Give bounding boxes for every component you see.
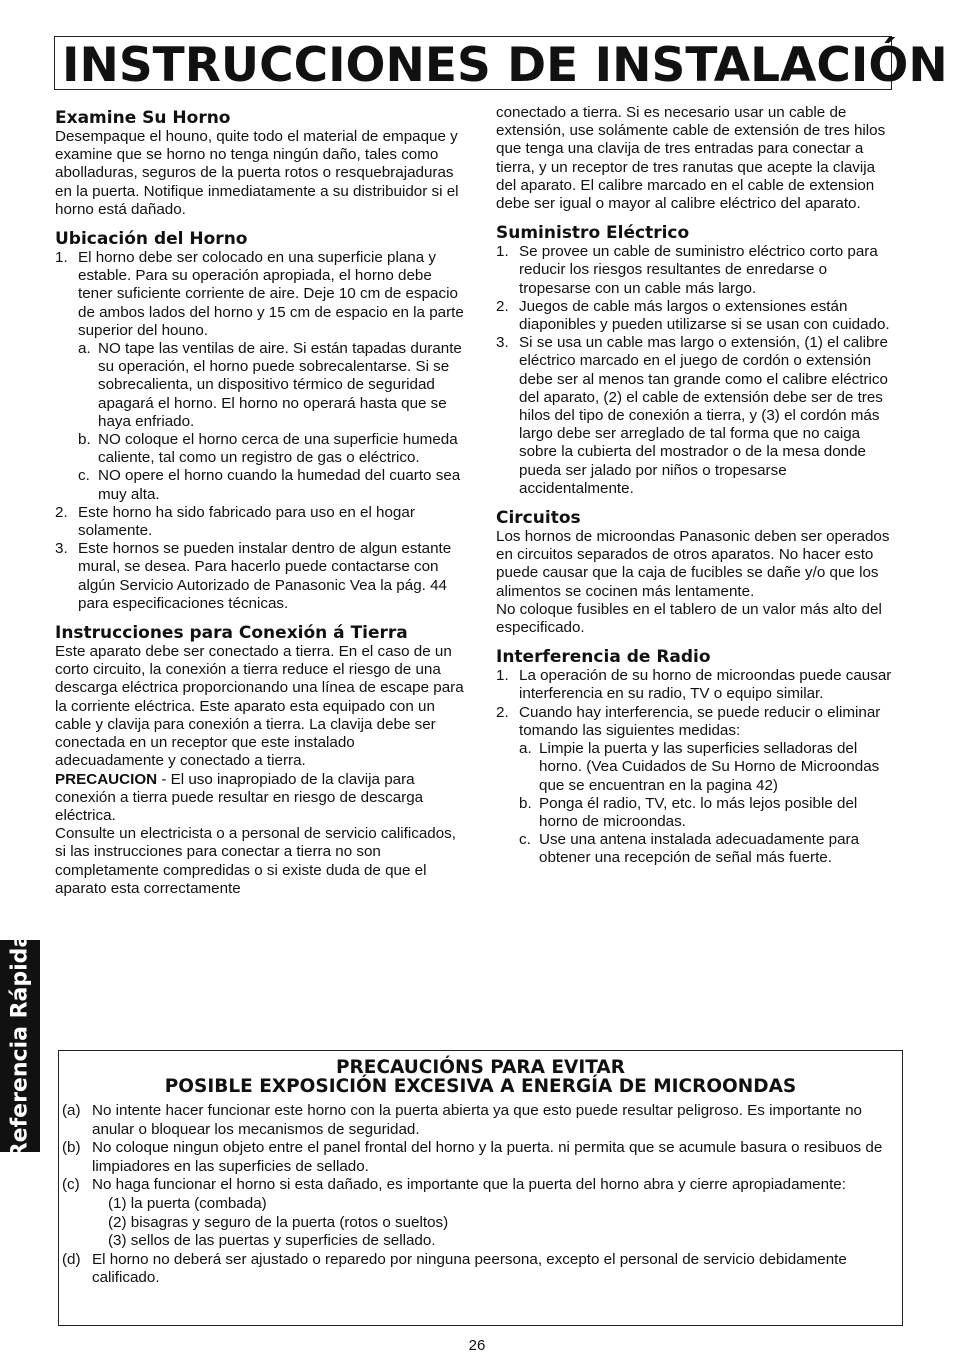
side-tab-label: Referencia Rápida [7,932,33,1160]
item-text: El horno no deberá ser ajustado o reparedo por ninguna peersona, excepto el personal de servicio debidamente calificado. [92,1250,847,1287]
list-item [519,831,898,867]
item-number: a. [78,340,91,358]
list-item [519,795,898,831]
item-text: El horno debe ser colocado en una superficie plana y estable. Para su operación apropiada, el horno debe tener suficiente corriente de aire. Deje 10 cm de espacio de ambos lados del horno y 15 cm de espacio en la parte superior del houno. [78,249,464,339]
list-item [519,740,898,795]
item-number: 2. [496,297,509,315]
precaucion-note [55,771,465,826]
list-item [55,249,465,504]
list-item [62,1102,897,1139]
item-number: 1. [496,667,509,685]
section-examine [55,108,465,219]
item-number: a. [519,740,532,758]
list-item [62,1251,897,1288]
item-number: 3. [55,540,68,558]
page-title: INSTRUCCIONES DE INSTALACIÓN [62,38,948,93]
list-item [62,1139,897,1176]
item-number: 1. [55,249,68,267]
item-text: Limpie la puerta y las superficies selladoras del horno. (Vea Cuidados de Su Horno de Microondas que se encuentran en la pagina 42) [539,740,880,794]
item-number: 2. [55,503,68,521]
section-radio [496,647,898,867]
item-number: c. [78,467,90,485]
item-text: No haga funcionar el horno si esta dañado, es importante que la puerta del horno abra y cierre apropiadamente: [92,1176,846,1194]
item-number: (b) [62,1139,81,1157]
text-tierra-2: Consulte un electricista o a personal de servicio calificados, si las instrucciones para conectar a tierra no son completamente compredidas o si existe duda de que el aparato esta correctamente [55,825,456,897]
precautions-list [62,1102,897,1288]
precautions-title [58,1058,903,1096]
text-tierra: Este aparato debe ser conectado a tierra. En el caso de un corto circuito, la conexión a tierra reduce el riesgo de una descarga eléctrica proporcionando una línea de escape para la corriente eléctrica. Este aparato esta equipado con un cable y clavija para conexión a tierra. La clavija debe ser conectada en un receptor que este instalado adecuadamente y conectado a tierra. [55,643,464,770]
item-text: Si se usa un cable mas largo o extensión, (1) el calibre eléctrico marcado en el juego de cordón o extensión debe ser al menos tan grande como el calibre eléctrico del aparato, (2) el cable de extensión debe ser de tres hilos del tipo de conexión a tierra, y (3) el cordón más largo debe ser arreglado de tal forma que no caiga sobre la cubierta del mostrador o de la mesa donde pueda ser jalado por niños o tropesarse accidentalmente. [519,334,888,497]
item-text: NO tape las ventilas de aire. Si están tapadas durante su operación, el horno puede sobrecalentarse. Si se sobrecalienta, un dispositivo térmico de seguridad apagará el horno. El horno no operará hasta que se haya enfriado. [98,340,462,430]
heading-examine: Examine Su Horno [55,108,231,128]
item-text: Este hornos se pueden instalar dentro de algun estante mural, se desea. Para hacerlo puede contactarse con algún Servicio Autorizado de Panasonic Vea la pág. 44 para especificaciones técnicas. [78,540,452,612]
precautions-title-line1: PRECAUCIÓNS PARA EVITAR [336,1057,625,1078]
item-number: (d) [62,1250,81,1268]
text-continuation: conectado a tierra. Si es necesario usar un cable de extensión, use solámente cable de extensión de tres hilos que tenga una clavija de tres entradas para conectar a tierra, y un receptor de tres ranutas que acepte la clavija del aparato. El calibre marcado en el cable de extension debe ser igual o mayor al calibre eléctrico del aparato. [496,104,886,213]
list-item [55,504,465,540]
item-text: No coloque ningun objeto entre el panel frontal del horno y la puerta. ni permita que se acumule basura o resibuos de limpiadores en las superficies de sellado. [92,1139,883,1175]
list-item [496,704,898,868]
item-text: Ponga él radio, TV, etc. lo más lejos posible del horno de microondas. [539,794,858,830]
heading-radio: Interferencia de Radio [496,647,711,668]
precaucion-text: - El uso inapropiado de la clavija para conexión a tierra puede resultar en riesgo de descarga eléctrica. [55,770,424,824]
precautions-sublist [92,1195,897,1251]
item-number: b. [78,431,91,449]
right-column [496,104,898,878]
list-item [496,298,898,334]
text-circuitos-2: No coloque fusibles en el tablero de un valor más alto del especificado. [496,600,882,637]
item-text: Se provee un cable de suministro eléctrico corto para reducir los riesgos resultantes de enredarse o tropesarse con un cable más largo. [519,243,878,297]
item-text: Este horno ha sido fabricado para uso en el hogar solamente. [78,503,415,540]
list-item: (3) sellos de las puertas y superficies de sellado. [108,1232,436,1250]
list-item [78,340,465,431]
heading-ubicacion: Ubicación del Horno [55,229,248,250]
list-radio [496,667,898,867]
item-number: c. [519,831,531,849]
item-number: (a) [62,1102,81,1119]
text-examine: Desempaque el houno, quite todo el material de empaque y examine que se horno no tenga ningún daño, tales como abolladuras, seguros de la puerta rotos o resquebrajaduras en la puerta. Notifique inmediatamente a su distribuidor si el horno está dañado. [55,128,459,218]
item-number: (c) [62,1176,80,1194]
list-item [55,540,465,613]
item-text: NO coloque el horno cerca de una superficie humeda caliente, tal como un registro de gas o eléctrico. [98,431,458,467]
section-ubicacion [55,229,465,613]
list-item [62,1176,897,1250]
item-text: Juegos de cable más largos o extensiones están diaponibles y pueden utilizarse si se usan con cuidado. [519,297,890,334]
list-item: (2) bisagras y seguro de la puerta (rotos o sueltos) [108,1213,449,1231]
sublist-ubicacion [78,340,465,504]
left-column [55,108,465,908]
heading-circuitos: Circuitos [496,508,581,529]
text-circuitos: Los hornos de microondas Panasonic deben ser operados en circuitos separados de otros aparatos. No hacer esto puede causar que la caja de fucibles se dañe y/o que los alimentos se cocinen más lentamente. [496,528,890,600]
precautions-title-line2: POSIBLE EXPOSICIÓN EXCESIVA A ENERGÍA DE MICROONDAS [164,1076,797,1097]
item-number: 2. [496,703,509,721]
list-item [78,431,465,467]
heading-suministro: Suministro Eléctrico [496,223,690,244]
item-text: Use una antena instalada adecuadamente para obtener una recepción de señal más fuerte. [539,831,860,867]
item-text: No intente hacer funcionar este horno con la puerta abierta ya que esto puede resultar peligroso. Es importante no anular o bloquear los mecanismos de seguridad. [92,1102,862,1138]
item-number: b. [519,794,532,812]
heading-tierra: Instrucciones para Conexión á Tierra [55,623,408,644]
section-suministro [496,223,898,498]
item-text: NO opere el horno cuando la humedad del cuarto sea muy alta. [98,467,461,503]
list-item [496,243,898,298]
precaucion-label: PRECAUCION [55,770,158,788]
item-number: 1. [496,243,509,261]
item-text: La operación de su horno de microondas puede causar interferencia en su radio, TV o equipo similar. [519,667,892,703]
list-item [496,334,898,498]
page-number: 26 [468,1337,486,1354]
section-circuitos [496,508,898,637]
item-text: Cuando hay interferencia, se puede reducir o eliminar tomando las siguientes medidas: [519,703,881,739]
section-continuation [496,104,898,213]
section-tierra [55,623,465,898]
list-item: (1) la puerta (combada) [108,1194,267,1212]
list-ubicacion [55,249,465,613]
list-item [496,667,898,703]
item-number: 3. [496,334,509,352]
list-item [78,467,465,503]
list-suministro [496,243,898,498]
sublist-radio [519,740,898,867]
